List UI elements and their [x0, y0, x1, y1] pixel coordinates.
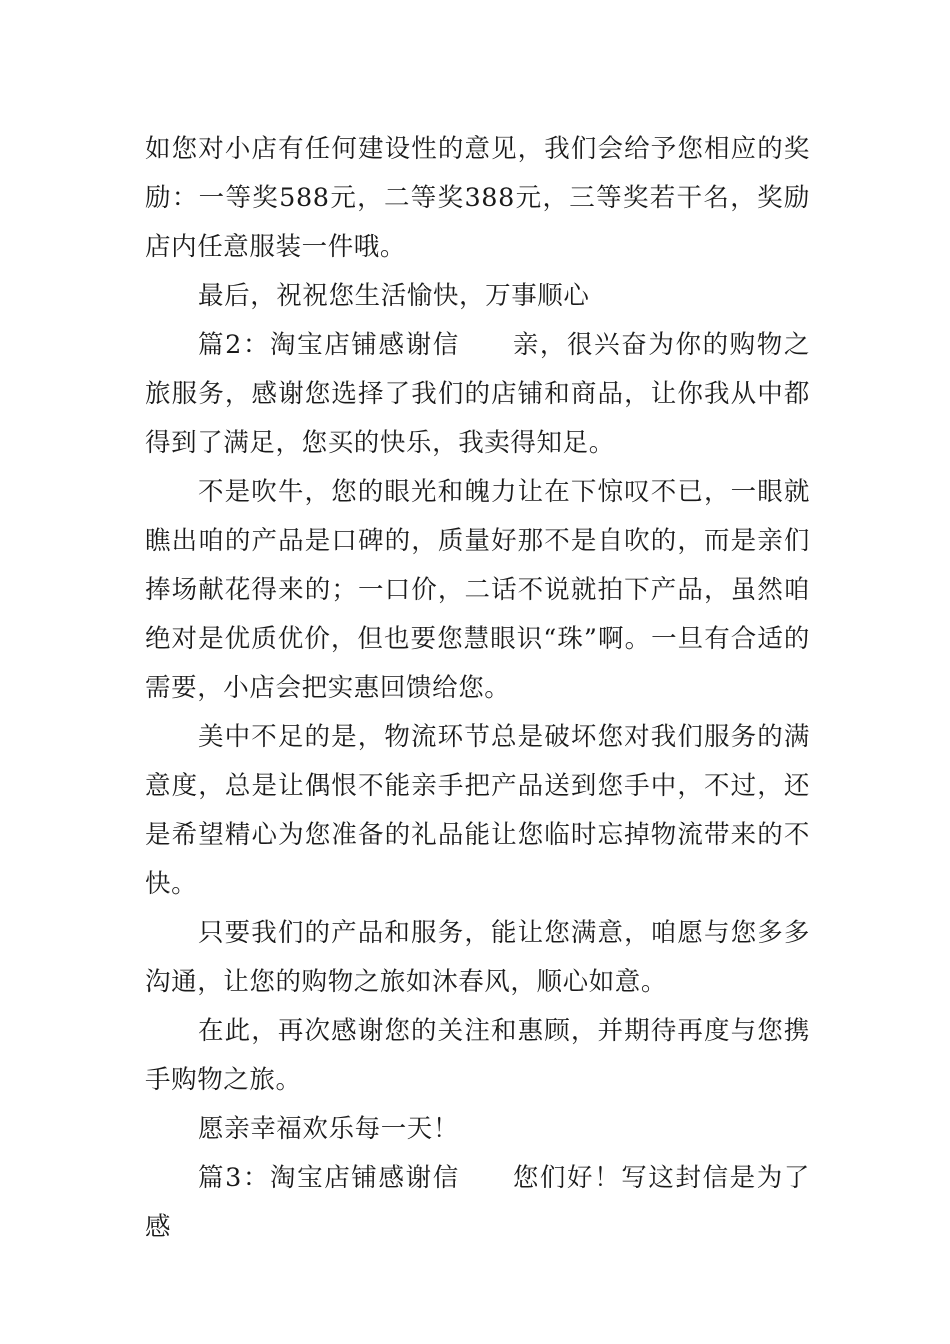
paragraph-text: 亲，很兴奋为你的购物之旅服务，感谢您选择了我们的店铺和商品，让你我从中都得到了满足，您买的快乐，我卖得知足。	[145, 330, 810, 458]
paragraph-reward-info: 如您对小店有任何建设性的意见，我们会给予您相应的奖励：一等奖588元，二等奖388元，三等奖若干名，奖励店内任意服装一件哦。	[145, 134, 810, 262]
paragraph-letter-2-intro	[145, 321, 810, 468]
paragraph-blessing: 愿亲幸福欢乐每一天！	[198, 1114, 460, 1144]
paragraph-praise: 不是吹牛，您的眼光和魄力让在下惊叹不已，一眼就瞧出咱的产品是口碑的，质量好那不是自吹的，而是亲们捧场献花得来的；一口价，二话不说就拍下产品，虽然咱绝对是优质优价，但也要您慧眼识“珠”啊。一旦有合适的需要，小店会把实惠回馈给您。	[145, 477, 810, 703]
paragraph-text: 您们好！写这封信是为了感	[145, 1163, 810, 1242]
paragraph-closing-wishes: 最后，祝祝您生活愉快，万事顺心	[198, 281, 590, 311]
paragraph-communication: 只要我们的产品和服务，能让您满意，咱愿与您多多沟通，让您的购物之旅如沐春风，顺心如意。	[145, 918, 810, 997]
paragraph-logistics: 美中不足的是，物流环节总是破坏您对我们服务的满意度，总是让偶恨不能亲手把产品送到您手中，不过，还是希望精心为您准备的礼品能让您临时忘掉物流带来的不快。	[145, 722, 810, 899]
paragraph-letter-3-intro	[145, 1154, 810, 1252]
paragraph-thanks-again: 在此，再次感谢您的关注和惠顾，并期待再度与您携手购物之旅。	[145, 1016, 810, 1095]
document-body	[145, 125, 810, 1252]
section-heading-letter-3: 篇3：淘宝店铺感谢信	[198, 1163, 460, 1193]
section-heading-letter-2: 篇2：淘宝店铺感谢信	[198, 330, 460, 360]
